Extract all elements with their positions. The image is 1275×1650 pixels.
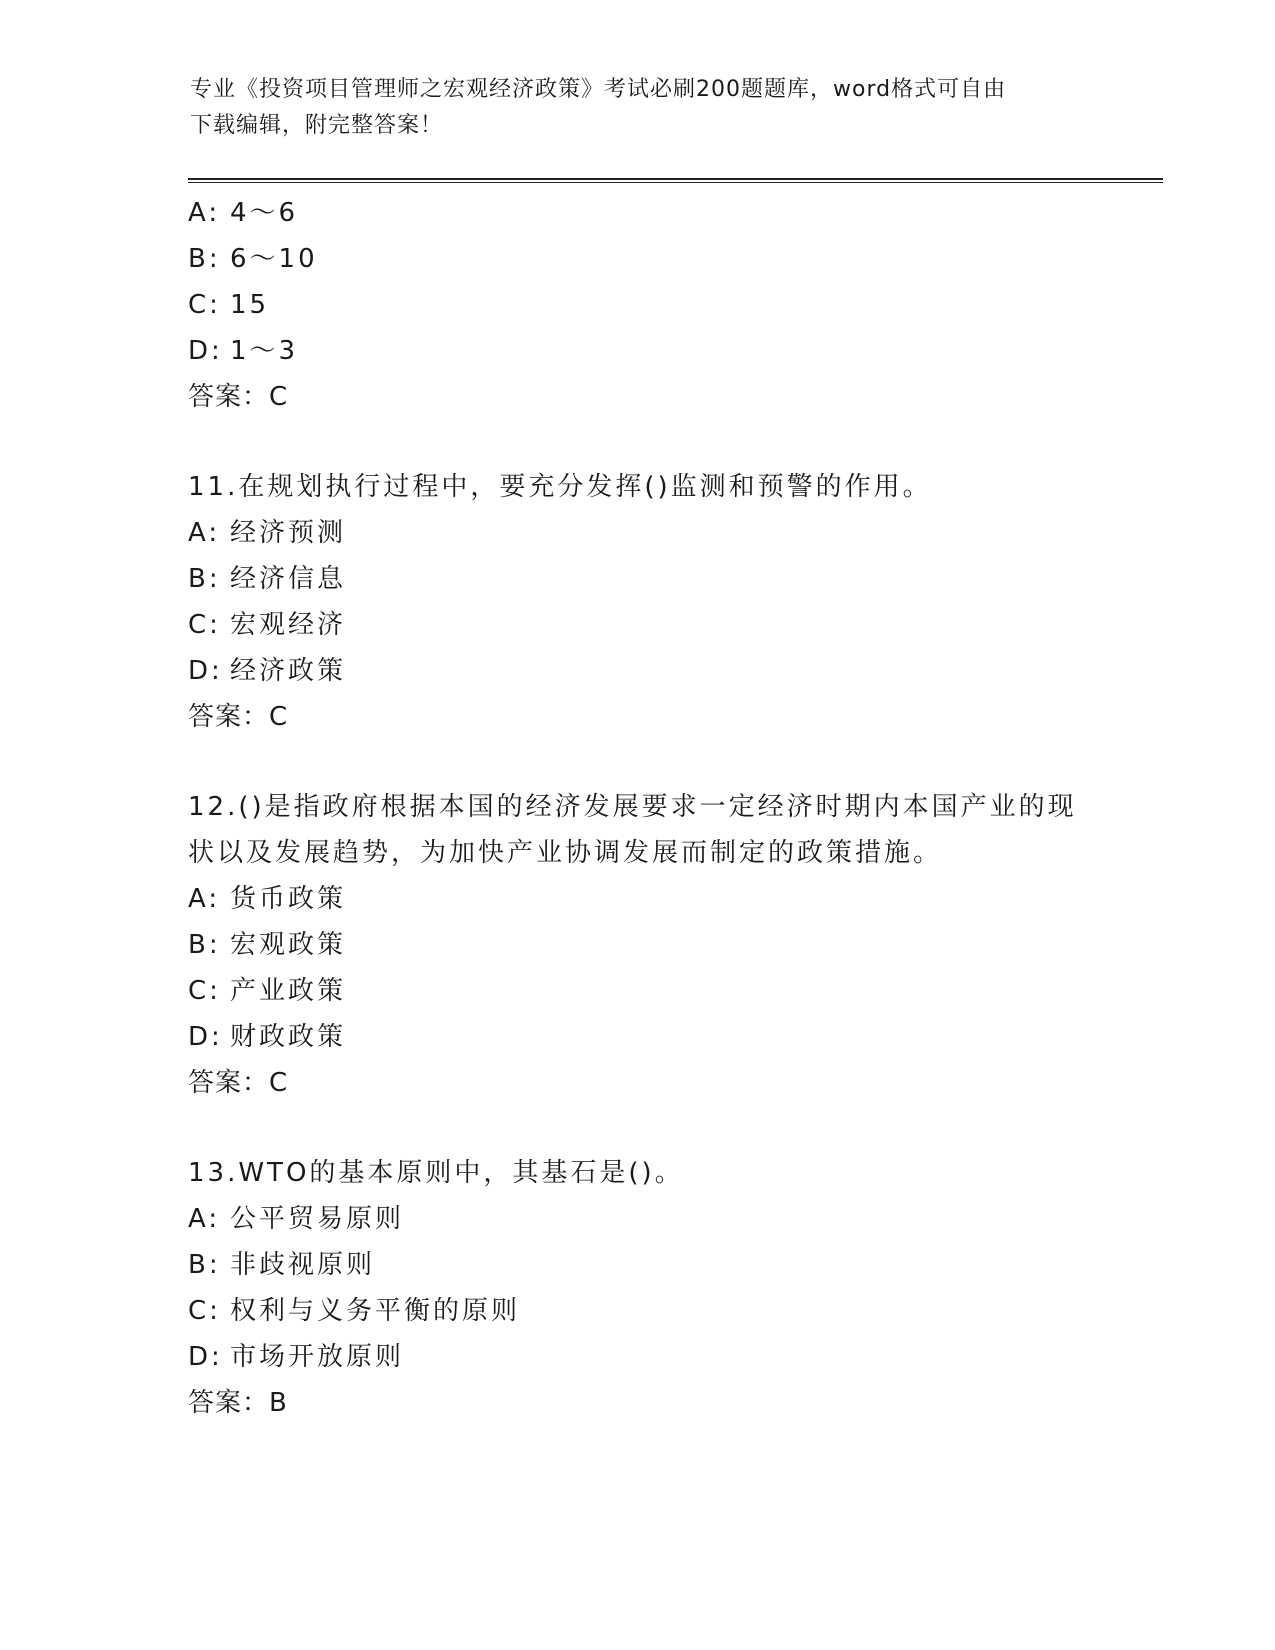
option-d: D: 财政政策 (188, 1022, 347, 1052)
option-a: A: 公平贸易原则 (188, 1204, 405, 1234)
option-c: C: 产业政策 (188, 976, 347, 1006)
question-stem: 11.在规划执行过程中，要充分发挥()监测和预警的作用。 (188, 472, 932, 502)
option-d: D: 市场开放原则 (188, 1342, 405, 1372)
header-rule-thin (188, 182, 1163, 183)
option-c: C: 15 (188, 290, 270, 320)
question-content (188, 190, 1088, 1426)
spacer (188, 1106, 1088, 1150)
header-line-1: 专业《投资项目管理师之宏观经济政策》考试必刷200题题库，word格式可自由 (190, 77, 1007, 102)
option-a: A: 4～6 (188, 198, 299, 228)
option-d: D: 经济政策 (188, 656, 347, 686)
question-stem-line-1: 12.()是指政府根据本国的经济发展要求一定经济时期内本国产业的现 (188, 792, 1077, 822)
question-block-prev (188, 190, 1088, 420)
spacer (188, 740, 1088, 784)
option-a: A: 货币政策 (188, 884, 347, 914)
question-block-13 (188, 1150, 1088, 1426)
option-c: C: 权利与义务平衡的原则 (188, 1296, 521, 1326)
option-b: B: 6～10 (188, 244, 318, 274)
option-a: A: 经济预测 (188, 518, 347, 548)
option-b: B: 经济信息 (188, 564, 347, 594)
question-stem: 13.WTO的基本原则中，其基石是()。 (188, 1158, 684, 1188)
header-rule-thick (188, 178, 1163, 180)
option-b: B: 宏观政策 (188, 930, 347, 960)
answer: 答案：C (188, 382, 289, 412)
option-c: C: 宏观经济 (188, 610, 347, 640)
question-block-12 (188, 784, 1088, 1106)
answer: 答案：B (188, 1388, 288, 1418)
answer: 答案：C (188, 1068, 289, 1098)
spacer (188, 420, 1088, 464)
question-block-11 (188, 464, 1088, 740)
answer: 答案：C (188, 702, 289, 732)
option-b: B: 非歧视原则 (188, 1250, 376, 1280)
option-d: D: 1～3 (188, 336, 299, 366)
document-header (190, 72, 1080, 144)
question-stem-line-2: 状以及发展趋势，为加快产业协调发展而制定的政策措施。 (188, 838, 943, 868)
header-line-2: 下载编辑，附完整答案！ (190, 113, 444, 138)
